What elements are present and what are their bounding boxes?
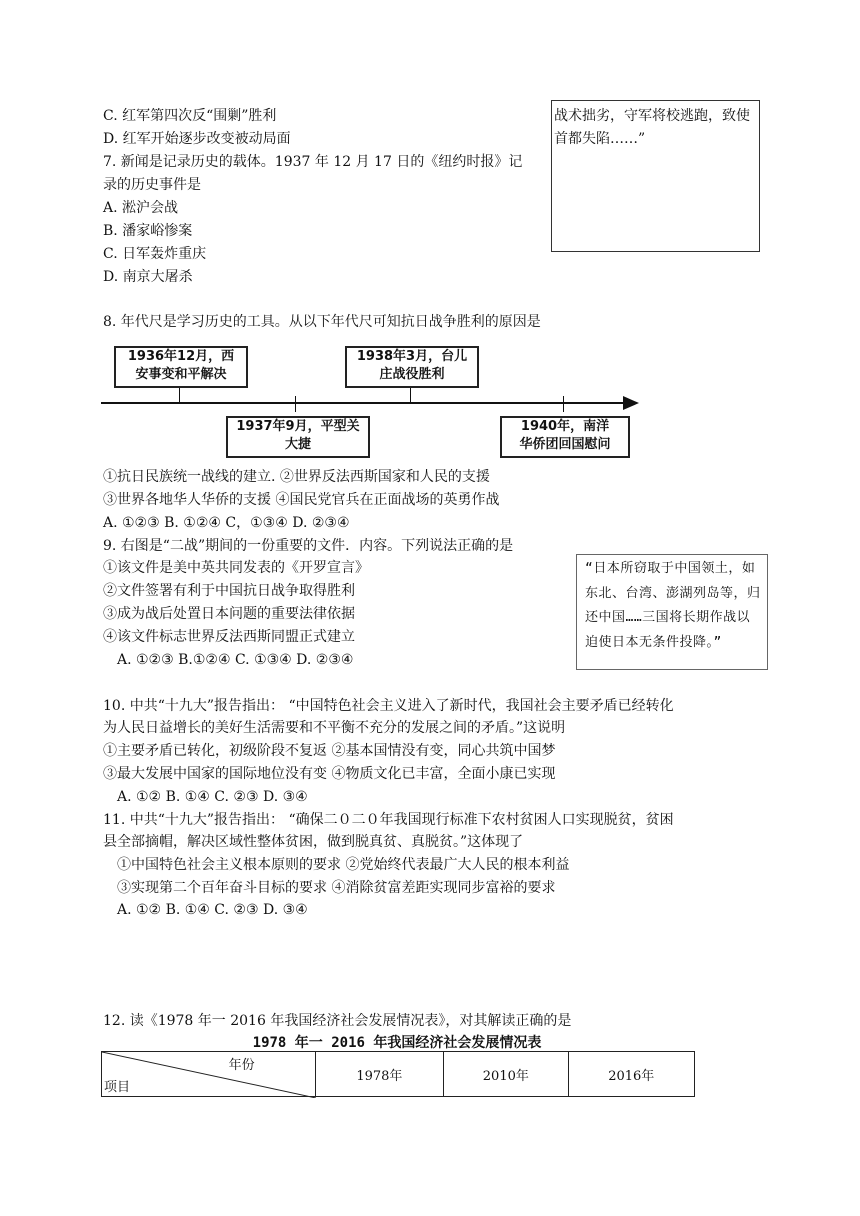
timeline-tick — [563, 396, 564, 412]
q7-option-a: A. 淞沪会战 — [103, 200, 179, 216]
timeline-event-1938 — [345, 346, 479, 388]
header-year-label: 年份 — [228, 1058, 255, 1073]
timeline-tick — [410, 386, 411, 404]
q11-stem-line2: 县全部摘帽，解决区域性整体贫困，做到脱真贫、真脱贫。”这体现了 — [103, 834, 524, 850]
q10-options: A. ①② B. ①④ C. ②③ D. ③④ — [117, 789, 308, 805]
header-item-label: 项目 — [104, 1080, 131, 1095]
timeline-event-line: 1937年9月，平型关 — [236, 419, 360, 434]
timeline-event-line: 1936年12月，西 — [127, 349, 235, 364]
timeline-tick — [179, 386, 180, 404]
q8-statements-line2: ③世界各地华人华侨的支援 ④国民党官兵在正面战场的英勇作战 — [103, 492, 500, 508]
table-title: 1978 年一 2016 年我国经济社会发展情况表 — [252, 1035, 542, 1051]
q7-stem-line1: 7. 新闻是记录历史的载体。1937 年 12 月 17 日的《纽约时报》记 — [103, 154, 523, 170]
timeline-arrow — [623, 396, 639, 410]
q9-statement-3: ③成为战后处置日本问题的重要法律依据 — [103, 606, 355, 622]
q11-options: A. ①② B. ①④ C. ②③ D. ③④ — [117, 902, 308, 918]
q7-option-b: B. 潘家峪惨案 — [103, 223, 193, 239]
q10-statements-line2: ③最大发展中国家的国际地位没有变 ④物质文化已丰富，全面小康已实现 — [103, 766, 556, 782]
timeline-event-line: 大捷 — [284, 437, 311, 452]
side-quote-line1: 战术拙劣，守军将校逃跑，致使 — [554, 108, 750, 124]
timeline-event-1940 — [500, 416, 630, 458]
timeline-axis — [101, 402, 628, 404]
q8-statements-line1: ①抗日民族统一战线的建立. ②世界反法西斯国家和人民的支援 — [103, 469, 490, 485]
q11-statements-line1: ①中国特色社会主义根本原则的要求 ②党始终代表最广大人民的根本利益 — [117, 857, 570, 873]
cairo-declaration-quote-box — [576, 554, 768, 670]
year-column-1978: 1978年 — [315, 1052, 443, 1097]
timeline-event-line: 1940年，南洋 — [520, 419, 610, 434]
q9-statement-2: ②文件签署有利于中国抗日战争取得胜利 — [103, 583, 355, 599]
timeline-event-line: 庄战役胜利 — [379, 367, 445, 382]
q10-stem-line2: 为人民日益增长的美好生活需要和不平衡不充分的发展之间的矛盾。”这说明 — [103, 720, 566, 736]
q7-stem-line2: 录的历史事件是 — [103, 177, 201, 193]
q10-statements-line1: ①主要矛盾已转化，初级阶段不复返 ②基本国情没有变，同心共筑中国梦 — [103, 743, 556, 759]
q6-option-d: D. 红军开始逐步改变被动局面 — [103, 131, 291, 147]
economic-development-table — [101, 1051, 695, 1097]
q11-statements-line2: ③实现第二个百年奋斗目标的要求 ④消除贫富差距实现同步富裕的要求 — [117, 880, 556, 896]
cairo-declaration-quote: “日本所窃取于中国领土，如东北、台湾、澎湖列岛等，归还中国……三国将长期作战以迫使日本无条件投降。” — [585, 561, 761, 650]
q6-option-c: C. 红军第四次反“围剿”胜利 — [103, 108, 277, 124]
table-header-row — [102, 1052, 695, 1097]
side-quote-box — [551, 100, 760, 252]
side-quote-line2: 首都失陷……” — [554, 131, 646, 147]
q9-stem: 9. 右图是“二战”期间的一份重要的文件．内容。下列说法正确的是 — [103, 538, 514, 554]
q9-statement-1: ①该文件是美中英共同发表的《开罗宣言》 — [103, 560, 369, 576]
timeline-event-1937 — [226, 416, 370, 458]
year-column-2016: 2016年 — [568, 1052, 694, 1097]
q9-options: A. ①②③ B.①②④ C. ①③④ D. ②③④ — [117, 652, 354, 668]
q8-options: A. ①②③ B. ①②④ C，①③④ D. ②③④ — [103, 515, 350, 531]
q7-option-c: C. 日军轰炸重庆 — [103, 246, 207, 262]
q12-stem: 12. 读《1978 年一 2016 年我国经济社会发展情况表》，对其解读正确的是 — [103, 1013, 572, 1029]
year-column-2010: 2010年 — [444, 1052, 568, 1097]
timeline-event-line: 1938年3月，台儿 — [356, 349, 468, 364]
q9-statement-4: ④该文件标志世界反法西斯同盟正式建立 — [103, 629, 355, 645]
q11-stem-line1: 11. 中共“十九大”报告指出： “确保二０二０年我国现行标准下农村贫困人口实现脱贫，贫困 — [103, 812, 674, 828]
q10-stem-line1: 10. 中共“十九大”报告指出： “中国特色社会主义进入了新时代，我国社会主要矛盾已经转化 — [103, 698, 674, 714]
q8-stem: 8. 年代尺是学习历史的工具。从以下年代尺可知抗日战争胜利的原因是 — [103, 314, 541, 330]
timeline-event-line: 华侨团回国慰问 — [519, 437, 611, 452]
timeline-tick — [295, 396, 296, 412]
table-diagonal-header — [102, 1052, 316, 1097]
diagonal-line — [102, 1052, 316, 1098]
timeline-event-line: 安事变和平解决 — [135, 367, 227, 382]
timeline-event-1936 — [114, 346, 248, 388]
q7-option-d: D. 南京大屠杀 — [103, 269, 193, 285]
